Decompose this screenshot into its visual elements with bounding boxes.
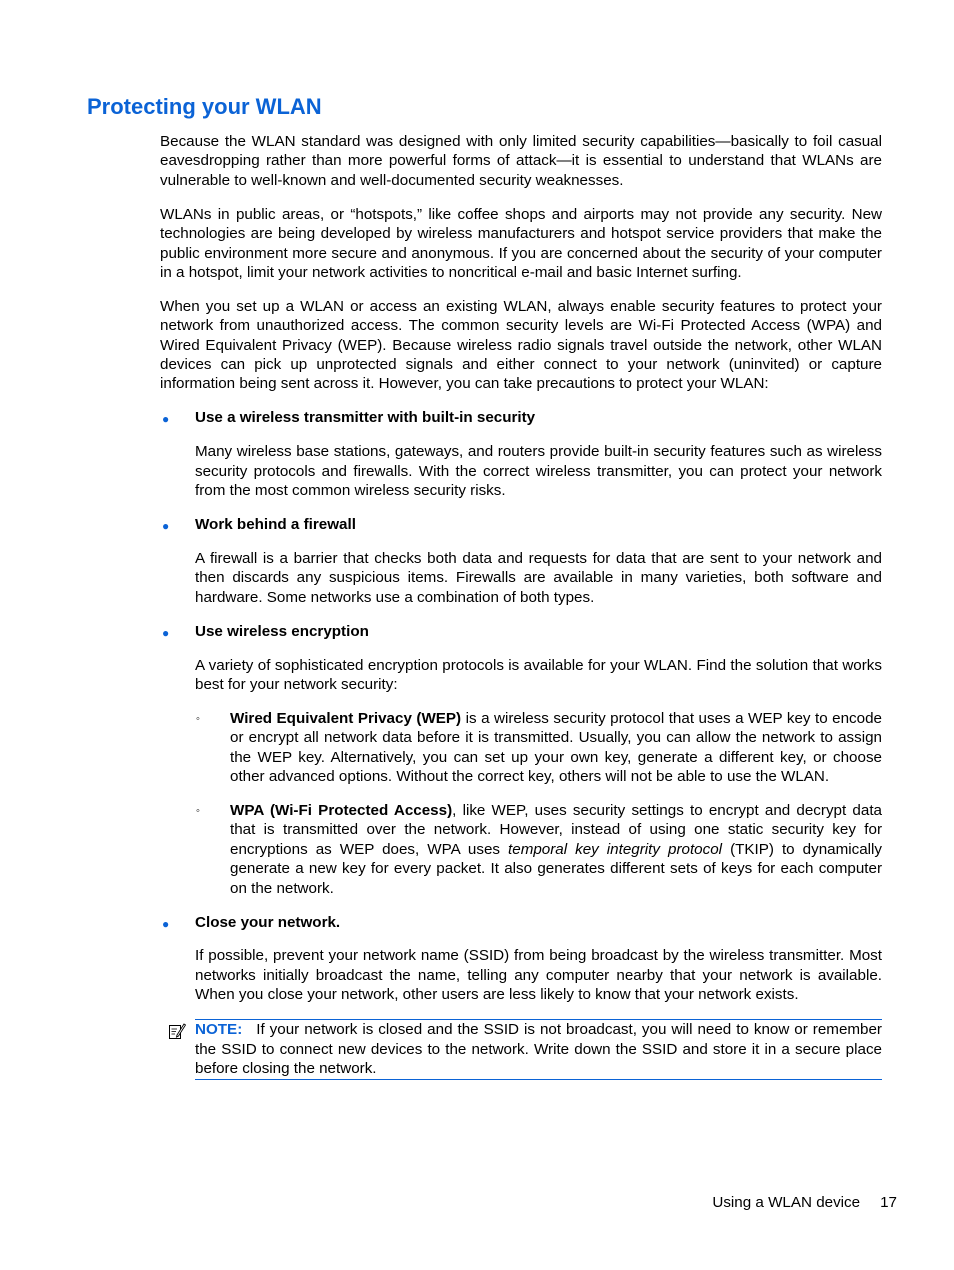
wpa-italic: temporal key integrity protocol xyxy=(508,840,723,858)
note-pencil-icon xyxy=(168,1022,186,1040)
bullet-body: A firewall is a barrier that checks both data and requests for data that are sent to your network and then discards any suspicious items. Firewalls are available in many varieties, both software and hardware. Some networks use a combination of both types. xyxy=(195,549,882,606)
bullet-item xyxy=(160,622,882,641)
sub-bullet-circle-icon: ◦ xyxy=(196,712,200,725)
note-text: If your network is closed and the SSID is not broadcast, you will need to know or remember the SSID to connect new devices to the network. Write down the SSID and store it in a secure place before closing the network. xyxy=(195,1021,882,1077)
subbullet-wpa xyxy=(160,801,882,898)
note-box xyxy=(195,1019,882,1080)
paragraph-setup: When you set up a WLAN or access an existing WLAN, always enable security features to protect your network from unauthorized access. The common security levels are Wi-Fi Protected Access (WPA) and Wired Equivalent Privacy (WEP). Because wireless radio signals travel outside the network, other WLAN devices can pick up unprotected signals and either connect to your network (uninvited) or capture information being sent across it. However, you can take precautions to protect your WLAN: xyxy=(160,297,882,393)
page-footer xyxy=(712,1193,897,1212)
bullet-heading: Close your network. xyxy=(195,913,341,931)
bullet-dot-icon: ● xyxy=(162,519,170,533)
bullet-item xyxy=(160,515,882,534)
page-number: 17 xyxy=(880,1194,897,1211)
subbullet-wep xyxy=(160,709,882,787)
bullet-heading: Use a wireless transmitter with built-in security xyxy=(195,409,536,427)
wep-text: is a wireless security protocol that uses a WEP key to encode or encrypt all network data before it is transmitted. Usually, you can allow the network to assign the WEP key. Alternatively, you can set up your own key, generate a different key, or choose other advanced options. Without the correct key, others will not be able to use the WLAN. xyxy=(230,709,882,786)
sub-bullet-circle-icon: ◦ xyxy=(196,804,200,817)
footer-section: Using a WLAN device xyxy=(712,1194,861,1211)
wpa-text-before: , like WEP, uses security settings to encrypt and decrypt data that is transmitted over the network. However, instead of using one static security key for encryptions as WEP does, WPA uses xyxy=(230,801,882,858)
bullet-body: Many wireless base stations, gateways, and routers provide built-in security features such as wireless security protocols and firewalls. With the correct wireless transmitter, you can protect your network from the most common wireless security risks. xyxy=(195,443,882,500)
bullet-body: If possible, prevent your network name (SSID) from being broadcast by the wireless transmitter. Most networks initially broadcast the name, telling any computer nearby that your network is available. When you close your network, other users are less likely to know that your network exists. xyxy=(195,947,882,1004)
main-content xyxy=(160,132,882,1080)
wpa-term: WPA (Wi-Fi Protected Access) xyxy=(230,801,453,819)
wep-term: Wired Equivalent Privacy (WEP) xyxy=(230,709,462,727)
bullet-item xyxy=(160,913,882,932)
paragraph-hotspots: WLANs in public areas, or “hotspots,” like coffee shops and airports may not provide any security. New technologies are being developed by wireless manufacturers and hotspot service providers that make the public environment more secure and anonymous. If you are concerned about the security of your computer in a hotspot, limit your network activities to noncritical e-mail and basic Internet surfing. xyxy=(160,205,882,281)
bullet-body: A variety of sophisticated encryption protocols is available for your WLAN. Find the solution that works best for your network security: xyxy=(195,656,882,693)
bullet-item xyxy=(160,408,882,427)
bullet-heading: Work behind a firewall xyxy=(195,516,356,533)
bullet-dot-icon: ● xyxy=(162,412,170,427)
bullet-dot-icon: ● xyxy=(162,916,170,931)
bullet-dot-icon: ● xyxy=(162,625,170,640)
bullet-heading: Use wireless encryption xyxy=(195,622,369,640)
paragraph-intro: Because the WLAN standard was designed with only limited security capabilities—basically to foil casual eavesdropping rather than more powerful forms of attack—it is essential to understand that WLANs are vulnerable to well-known and well-documented security weaknesses. xyxy=(160,133,882,189)
note-label: NOTE: xyxy=(195,1021,243,1039)
wpa-text-after: (TKIP) to dynamically generate a new key for every packet. It also generates different sets of keys for each computer on the network. xyxy=(230,840,882,897)
page-title: Protecting your WLAN xyxy=(87,94,322,119)
